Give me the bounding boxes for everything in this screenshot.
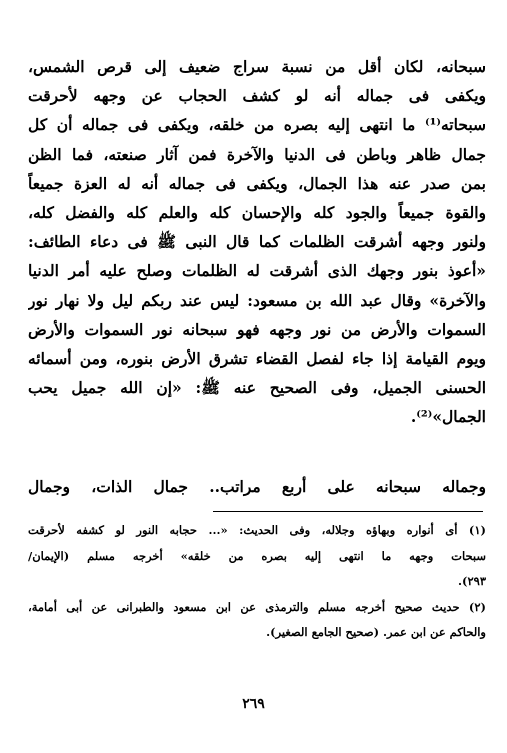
text-line: بمن صدر عنه هذا الجمال، ويكفى فى جماله أنه له العزة جميعاً [28,173,486,193]
text-line: الجمال»⁽²⁾. [410,407,486,427]
footnote-separator [213,511,483,512]
text-line: الحسنى الجميل، وفى الصحيح عنه ﷺ: «إن الله جميل يحب [28,378,486,398]
paragraph-line: وجماله سبحانه على أربع مراتب.. جمال الذات، وجمال [28,477,486,496]
text-line: ويوم القيامة إذا جاء لفصل القضاء تشرق الأرض بنوره، ومن أسمائه [28,348,486,368]
footnotes [28,518,486,646]
footnote-line: (٢) حديث صحيح أخرجه مسلم والترمذى عن ابن مسعود والطبرانى عن أبى أمامة، [28,599,486,614]
text-line: السموات والأرض من نور وجهه فهو سبحانه نور السموات والأرض [28,319,486,339]
main-text [28,52,486,431]
text-line: والآخرة» وقال عبد الله بن مسعود: ليس عند ربكم ليل ولا نهار نور [28,290,486,310]
footnote-line: (١) أى أنواره وبهاؤه وجلاله، وفى الحديث: «... حجابه النور لو كشفه لأحرقت [28,523,486,537]
text-line: والقوة جميعاً والجود كله والإحسان كله والعلم كله والفضل كله، [28,202,486,222]
text-line: جمال ظاهر وباطن فى الدنيا والآخرة فمن آثار صنعته، فما الظن [28,144,486,164]
text-line: سبحاته⁽¹⁾ ما انتهى إليه بصره من خلقه، ويكفى فى جماله أن كل [28,115,486,135]
text-line: ولنور وجهه أشرقت الظلمات كما قال النبى ﷺ فى دعاء الطائف: [28,232,486,252]
footnote-line: ٢٩٣). [458,574,486,588]
text-line: سبحانه، لكان أقل من نسبة سراج ضعيف إلى قرص الشمس، [28,57,486,76]
text-line: «أعوذ بنور وجهك الذى أشرقت له الظلمات وصلح عليه أمر الدنيا [28,261,486,281]
text-line: ويكفى فى جماله أنه لو كشف الحجاب عن وجهه لأحرقت [28,86,486,106]
page-number: ٢٦٩ [242,696,265,712]
footnote-line: سبحات وجهه ما انتهى إليه بصره من خلقه» أخرجه مسلم (الإيمان/ [28,548,486,563]
footnote-line: والحاكم عن ابن عمر. (صحيح الجامع الصغير). [266,625,486,639]
